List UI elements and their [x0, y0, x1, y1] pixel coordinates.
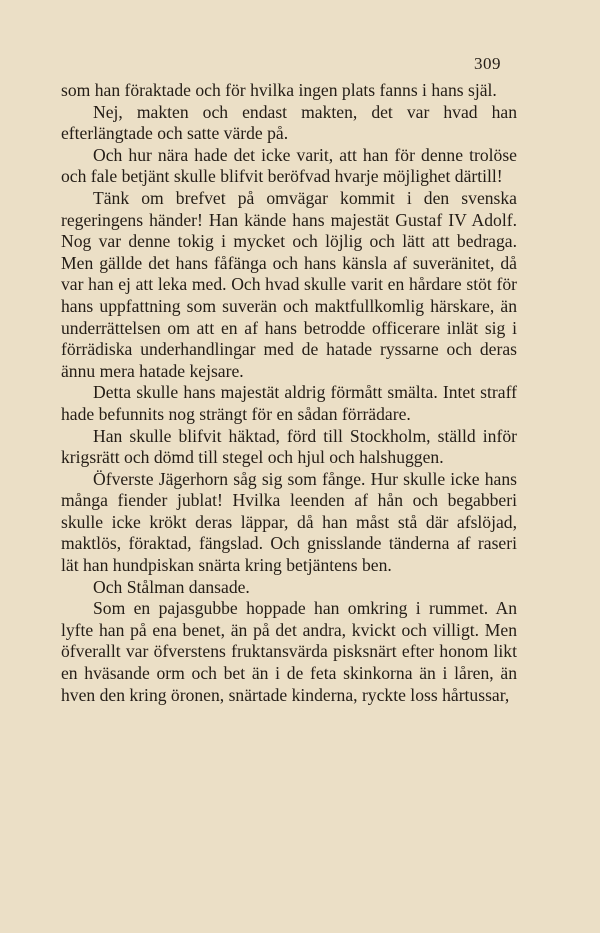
paragraph: Detta skulle hans majestät aldrig förmått smälta. Intet straff hade befunnits nog strängt för en sådan förrädare.: [61, 382, 517, 424]
paragraph: Tänk om brefvet på omvägar kommit i den svenska regeringens händer! Han kände hans majestät Gustaf IV Adolf. Nog var denne tokig i mycket och löjlig och lätt att bedraga. Men gällde det hans fåfänga och hans känsla af suveränitet, då var han ej att leka med. Och hvad skulle varit en hårdare stöt för hans uppfattning som suverän och maktfullkomlig härskare, än underrättelsen om att en af hans betrodde officerare inlät sig i förrädiska underhandlingar med de hatade ryssarne och deras ännu mera hatade kejsare.: [61, 187, 517, 381]
paragraph: som han föraktade och för hvilka ingen plats fanns i hans själ.: [61, 80, 497, 100]
paragraph: Och hur nära hade det icke varit, att han för denne trolöse och fale betjänt skulle blifvit beröfvad hvarje möjlighet därtill!: [61, 144, 517, 187]
paragraph: Öfverste Jägerhorn såg sig som fånge. Hur skulle icke hans många fiender jublat! Hvilka leenden af hån och begabberi skulle icke krökt deras läppar, då han måst stå där afslöjad, maktlös, föraktad, fängslad. Och gnisslande tänderna af raseri lät han hundpiskan snärta kring betjäntens ben.: [61, 468, 517, 576]
body-text: [61, 80, 517, 706]
paragraph: Han skulle blifvit häktad, förd till Stockholm, ställd inför krigsrätt och dömd till stegel och hjul och halshuggen.: [61, 425, 517, 468]
page-number: 309: [474, 54, 501, 73]
paragraph: Som en pajasgubbe hoppade han omkring i rummet. An lyfte han på ena benet, än på det andra, kvickt och villigt. Men öfverallt var öfverstens fruktansvärda pisksnärt efter honom likt en hväsande orm och bet än i de feta skinkorna än i låren, än hven den kring öronen, snärtade kinderna, ryckte loss hårtussar,: [61, 598, 517, 705]
paragraph: Och Stålman dansade.: [93, 576, 250, 597]
paragraph: Nej, makten och endast makten, det var hvad han efterlängtade och satte värde på.: [61, 101, 517, 144]
